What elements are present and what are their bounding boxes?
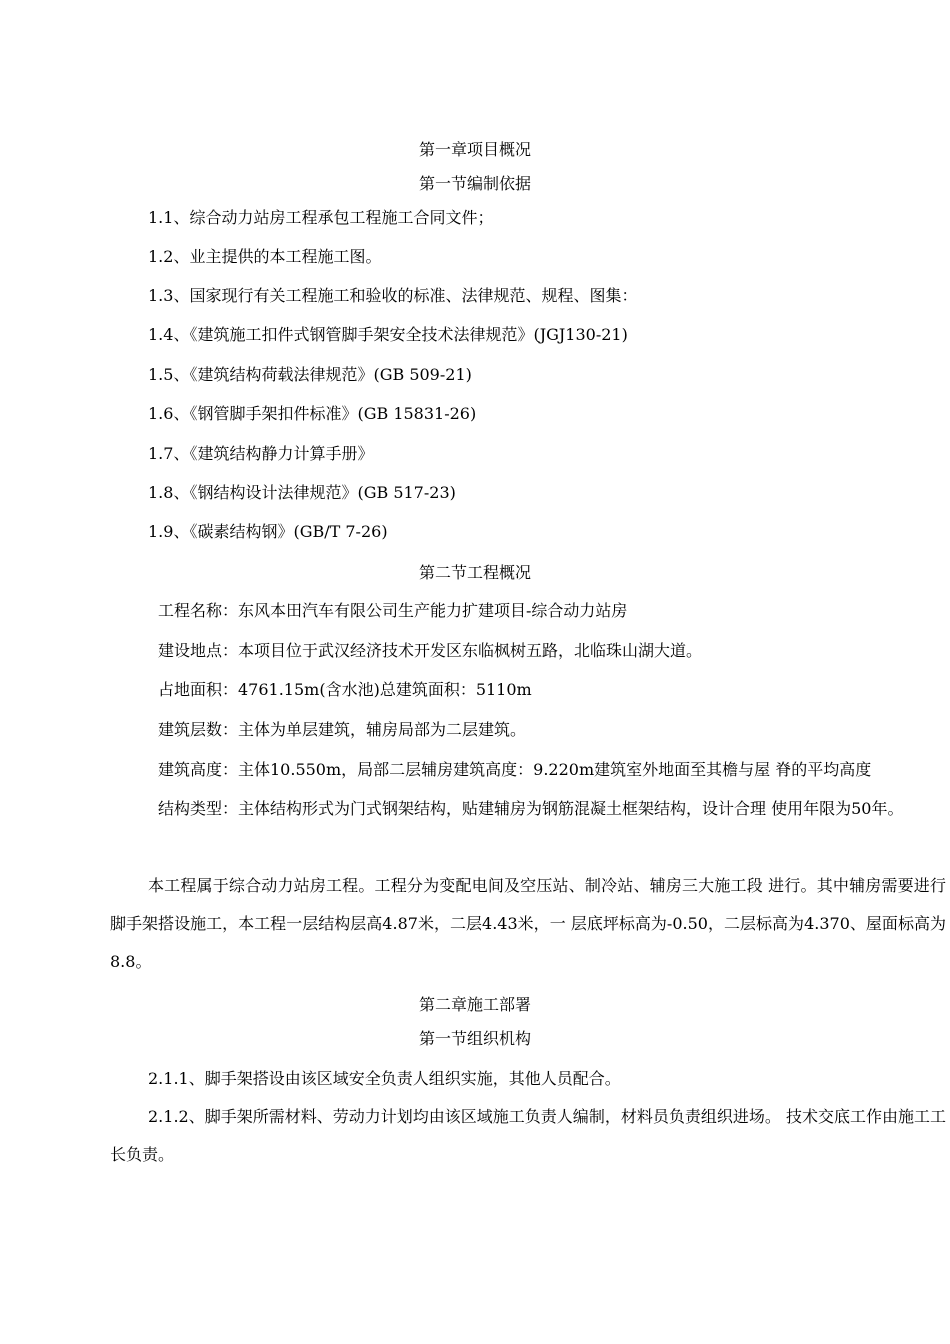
chapter-1-title: 第一章项目概况 — [418, 140, 531, 159]
project-description: 本工程属于综合动力站房工程。工程分为变配电间及空压站、制冷站、辅房三大施工段 进行。其中辅房需要进行脚手架搭设施工，本工程一层结构层高4.87米，二层4.43米，一 层底坪标高为-0.50，二层标高为4.370、屋面标高为8.8。 — [110, 876, 946, 971]
project-area: 占地面积：4761.15m(含水池)总建筑面积：5110m — [158, 680, 532, 699]
project-structure: 结构类型：主体结构形式为门式钢架结构，贴建辅房为钢筋混凝土框架结构，设计合理 使用年限为50年。 — [158, 799, 904, 818]
chapter-2-title: 第二章施工部署 — [418, 995, 531, 1014]
section-1-2-title: 第二节工程概况 — [418, 563, 531, 582]
organization-item-1: 2.1.1、脚手架搭设由该区域安全负责人组织实施，其他人员配合。 — [148, 1069, 621, 1088]
basis-item-5: 1.5、《建筑结构荷载法律规范》(GB 509-21) — [148, 365, 472, 384]
basis-item-9: 1.9、《碳素结构钢》(GB/T 7-26) — [148, 522, 388, 541]
basis-item-1: 1.1、综合动力站房工程承包工程施工合同文件； — [148, 208, 494, 227]
section-2-1-title: 第一节组织机构 — [418, 1029, 531, 1048]
section-1-1-title: 第一节编制依据 — [418, 174, 531, 193]
basis-item-2: 1.2、业主提供的本工程施工图。 — [148, 247, 382, 266]
project-floors: 建筑层数：主体为单层建筑，辅房局部为二层建筑。 — [158, 720, 527, 739]
project-height: 建筑高度：主体10.550m，局部二层辅房建筑高度：9.220m建筑室外地面至其檐与屋 脊的平均高度 — [158, 760, 872, 779]
project-name: 工程名称：东风本田汽车有限公司生产能力扩建项目-综合动力站房 — [158, 601, 628, 620]
basis-item-3: 1.3、国家现行有关工程施工和验收的标准、法律规范、规程、图集： — [148, 286, 638, 305]
organization-item-2: 2.1.2、脚手架所需材料、劳动力计划均由该区域施工负责人编制，材料员负责组织进场。 技术交底工作由施工工长负责。 — [110, 1107, 946, 1164]
basis-item-6: 1.6、《钢管脚手架扣件标准》(GB 15831-26) — [148, 404, 477, 423]
basis-item-7: 1.7、《建筑结构静力计算手册》 — [148, 444, 374, 463]
project-location: 建设地点：本项目位于武汉经济技术开发区东临枫树五路，北临珠山湖大道。 — [158, 641, 703, 660]
basis-item-8: 1.8、《钢结构设计法律规范》(GB 517-23) — [148, 483, 456, 502]
basis-item-4: 1.4、《建筑施工扣件式钢管脚手架安全技术法律规范》(JGJ130-21) — [148, 325, 628, 344]
